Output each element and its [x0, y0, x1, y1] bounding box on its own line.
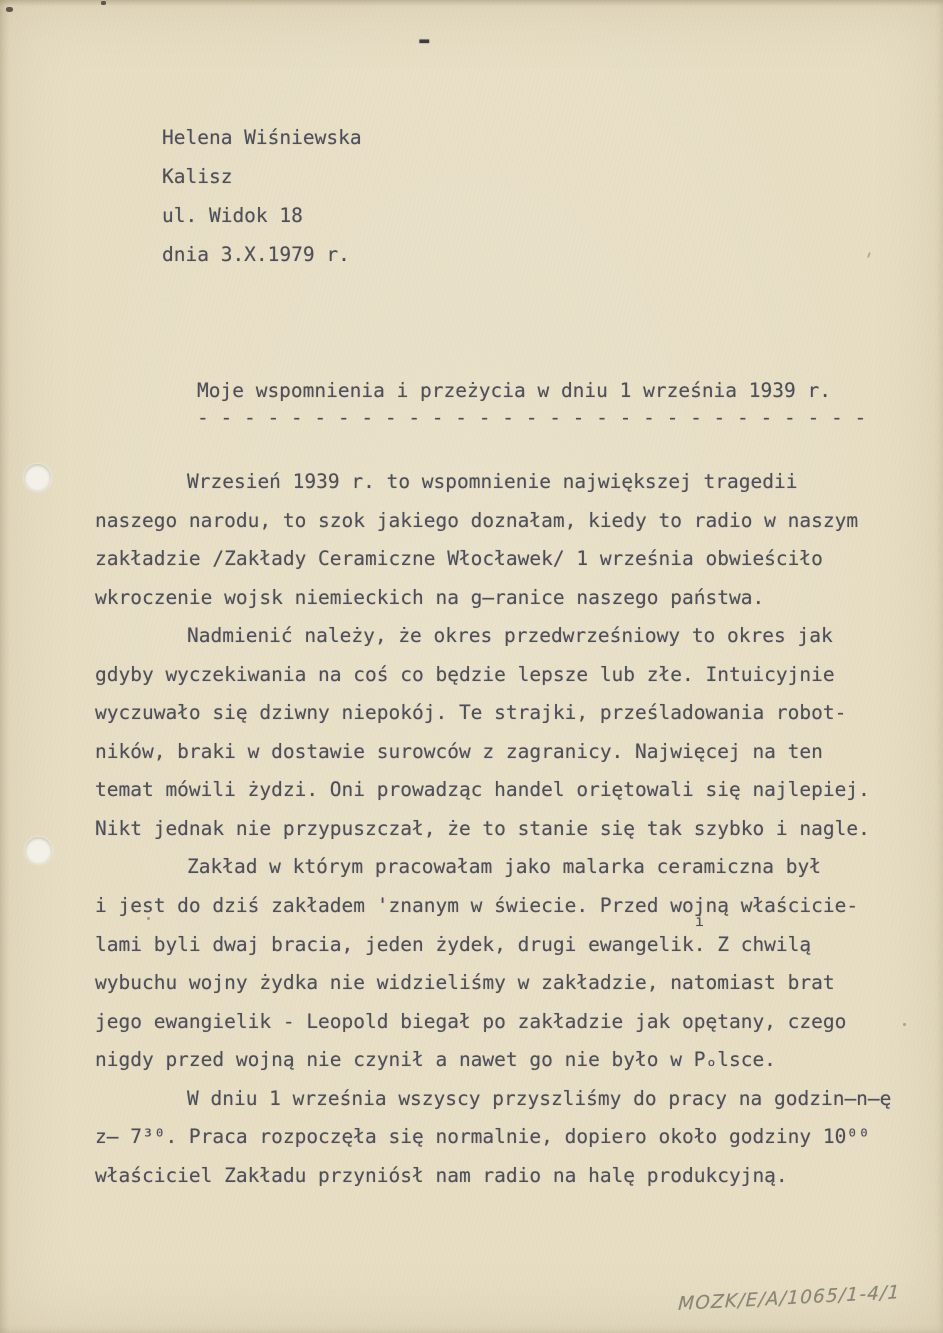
text-line: lami byli dwaj bracia, jeden żydek, drugi ewangelik. Z chwilą	[95, 932, 812, 956]
text-line: ul. Widok 18	[162, 204, 303, 227]
text-line: z̶ 7³⁰. Praca rozpoczęła się normalnie, dopiero około godziny 10⁰⁰	[95, 1125, 870, 1149]
text-line: zakładzie /Zakłady Ceramiczne Włocławek/ 1 września obwieściło	[95, 547, 823, 571]
archive-reference-handwritten: MOZK/E/A/1065/1-4/1	[677, 1282, 902, 1315]
paragraph-4	[95, 1087, 925, 1203]
paragraph-1	[95, 470, 925, 624]
hole-punch-bottom	[25, 837, 52, 864]
paragraph-3	[95, 855, 925, 1086]
text-line: Helena Wiśniewska	[162, 126, 362, 149]
hole-punch-top	[24, 464, 51, 491]
text-line: Nadmienić należy, że okres przedwrześniowy to okres jak	[187, 624, 833, 648]
page-number-dash: -	[414, 26, 434, 54]
text-line: dnia 3.X.1979 r.	[162, 243, 350, 266]
text-line: Wrzesień 1939 r. to wspomnienie największej tragedii	[187, 470, 798, 493]
text-line: temat mówili żydzi. Oni prowadząc handel oriętowali się najlepiej.	[95, 778, 870, 802]
text-line: gdyby wyczekiwania na coś co będzie lepsze lub złe. Intuicyjnie	[95, 662, 835, 686]
text-line: Zakład w którym pracowałam jako malarka ceramiczna był	[187, 855, 821, 879]
text-line: Nikt jednak nie przypuszczał, że to stanie się tak szybko i nagle.	[95, 816, 870, 840]
document-title: Moje wspomnienia i przeżycia w dniu 1 września 1939 r.	[197, 379, 831, 402]
text-line: W dniu 1 września wszyscy przyszliśmy do pracy na godzin̶n̶ę	[187, 1086, 892, 1110]
text-line: naszego narodu, to szok jakiego doznałam, kiedy to radio w naszym	[95, 508, 859, 532]
body-text	[95, 470, 925, 1202]
text-line: Kalisz	[162, 165, 233, 188]
text-line: właściciel Zakładu przyniósł nam radio na halę produkcyjną.	[95, 1163, 788, 1187]
text-line: jego ewangielik - Leopold biegał po zakładzie jak opętany, czego	[95, 1009, 847, 1033]
text-line: wyczuwało się dziwny niepokój. Te strajki, prześladowania robot-	[95, 701, 847, 725]
paper-speck	[867, 252, 871, 258]
author-address-block	[162, 126, 362, 282]
title-dashed-underline: - - - - - - - - - - - - - - - - - - - - - - - - - - - - -	[197, 406, 867, 429]
text-line: wkroczenie wojsk niemieckich na g̶ranice naszego państwa.	[95, 585, 765, 609]
text-line: wybuchu wojny żydka nie widzieliśmy w zakładzie, natomiast brat	[95, 971, 835, 995]
typed-correction-inserted-i: i	[695, 912, 705, 930]
text-line: nigdy przed wojną nie czynił a nawet go nie było w Pₒlsce.	[95, 1048, 776, 1072]
title-block	[197, 379, 866, 429]
paragraph-2	[95, 624, 925, 855]
paper-speck	[6, 7, 13, 12]
text-line: ników, braki w dostawie surowców z zagranicy. Najwięcej na ten	[95, 739, 823, 763]
text-line: i jest do dziś zakładem 'znanym w świecie. Przed wojną właścicie-	[95, 894, 859, 918]
paper-speck	[101, 1, 106, 5]
